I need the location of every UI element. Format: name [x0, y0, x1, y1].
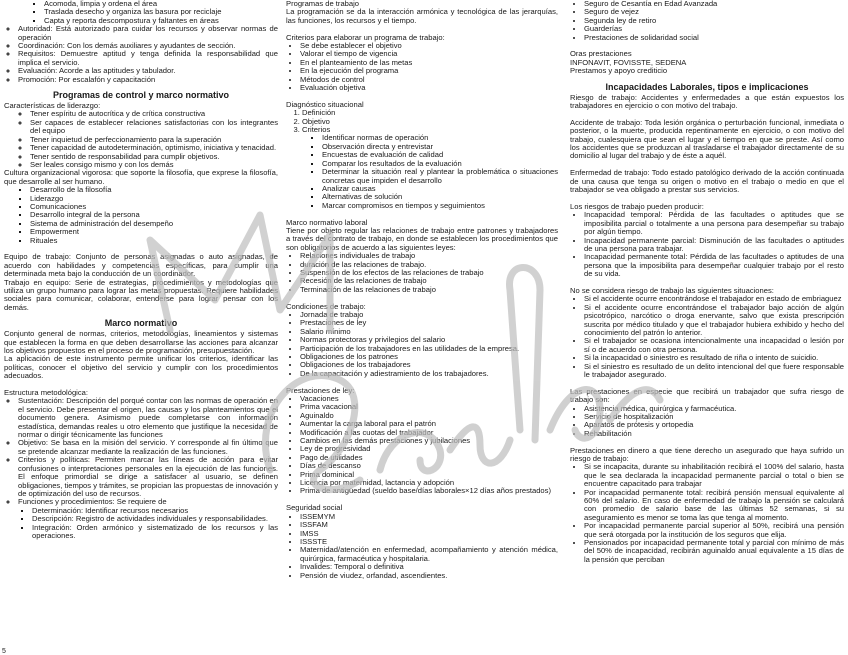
paragraph: Condiciones de trabajo:	[286, 301, 366, 311]
top-task-list	[4, 0, 278, 25]
list-item: • Recesión de las relaciones de trabajo	[300, 277, 558, 285]
list-item: • En el planteamiento de las metas	[300, 59, 558, 67]
list-item: • Obligaciones de los patrones	[300, 353, 558, 361]
list-item: ▪ Traslada desecho y organiza las basura por reciclaje	[44, 8, 278, 16]
list-item: • Si se incapacita, durante su inhabilitación recibirá el 100% del salario, hasta que le sea declarada la incapacidad permanente parcial o total o bien se encuentre capacitado para trabajar	[584, 463, 844, 488]
list-item: • Aparatos de prótesis y ortopedia	[584, 421, 844, 429]
list-item: • Aguinaldo	[300, 412, 558, 420]
list-item: • Métodos de control	[300, 76, 558, 84]
list-item: ◦ Criterios y políticas: Permiten marcar las líneas de acción para evitar confusiones o interpretaciones personales en la ejecución de las funciones. El enfoque primordial se dirige a satisfacer al usuario, se definen obligaciones, tiempos y trámites, se propician las propuestas de innovación y de optimización del uso de recursos.	[18, 456, 278, 498]
insurance-list	[570, 0, 844, 42]
list-item: • IMSS	[300, 530, 558, 538]
leadership-list	[4, 110, 278, 169]
list-item: • Incapacidad permanente total: Pérdida de las facultades o aptitudes de una persona que la imposibilita para desempeñar cualquier trabajo por el resto de su vida.	[584, 253, 844, 278]
list-item: ▪ Analizar causas	[322, 185, 558, 193]
list-item: • Incapacidad temporal: Pérdida de las facultades o aptitudes que se imposibilita parcial o totalmente a una persona para desempeñar su trabajo por algún tiempo.	[584, 211, 844, 236]
list-item: • Si la incapacidad o siniestro es resultado de riña o intento de suicidio.	[584, 354, 844, 362]
list-item: • Se debe establecer el objetivo	[300, 42, 558, 50]
list-item: • Terminación de las relaciones de trabajo	[300, 286, 558, 294]
page-number: 5	[2, 648, 6, 655]
list-item: • Días de descanso	[300, 462, 558, 470]
list-item: • Prima dominical	[300, 471, 558, 479]
list-item: ▪ Determinación: Identificar recursos necesarios	[32, 507, 278, 515]
paragraph: Diagnóstico situacional	[286, 99, 364, 109]
list-item: • Pensión de viudez, orfandad, ascendientes.	[300, 572, 558, 580]
paragraph: Cultura organizacional vigorosa: que soporte la filosofía, que exprese la filosofía, que desarrolle al ser humano.	[4, 168, 278, 186]
paragraph: Criterios para elaborar un programa de trabajo:	[286, 32, 445, 42]
paragraph: INFONAVIT, FOVISSTE, SEDENA	[570, 57, 687, 67]
list-item: ◦ Ser capaces de establecer relaciones satisfactorias con los integrantes del equipo	[30, 119, 278, 136]
paragraph: Accidente de trabajo: Toda lesión orgánica o perturbación funcional, inmediata o posterior, o la muerte, producida repentinamente en ejercicio, o con motivo del trabajo, cualesquiera que sean el lugar y el tiempo en que se preste. Así como los accidentes que se produzcan al trasladarse el trabajador directamente de su domicilio al lugar del trabajo y de éste a aquél.	[570, 117, 844, 161]
list-item: ▪ Descripción: Registro de actividades individuales y responsabilidades.	[32, 515, 278, 523]
list-item: • Prestaciones de solidaridad social	[584, 34, 844, 42]
list-item: • Por incapacidad permanente total: recibirá pensión mensual equivalente al 60% del salario. En caso de enfermedad de trabajo la pensión se calculará con promedio de salario base de las últimas 52 semanas, si su aseguramiento es menor se toma las que tenga al momento.	[584, 489, 844, 523]
list-item	[302, 126, 558, 210]
paragraph: Tiene por objeto regular las relaciones de trabajo entre patrones y trabajadores a través del contrato de trabajo, en donde se establecen los procedimientos que son obligatorios de acuerdo a las siguientes leyes:	[286, 225, 558, 252]
section-heading: Marco normativo	[104, 318, 178, 329]
list-item: • ISSSTE	[300, 538, 558, 546]
list-item: ◦ Sustentación: Descripción del porqué contar con las normas de operación en el servicio. Debe presentar el origen, las causas y los planteamientos que el documento genera. Asimismo puede completarse con información estadística, demandas reales u otro elemento que justifique la necesidad de normar o dirigir técnicamente las funciones	[18, 397, 278, 439]
paragraph: Prestaciones de ley:	[286, 385, 355, 395]
list-item: • Asistencia médica, quirúrgica y farmacéutica.	[584, 405, 844, 413]
incapacity-types-list	[570, 211, 844, 278]
list-item: • Relaciones individuales de trabajo	[300, 252, 558, 260]
list-item: • Prima de antigüedad (sueldo base/días laborales×12 días años prestados)	[300, 487, 558, 495]
paragraph: Riesgo de trabajo: Accidentes y enfermedades a que están expuestos los trabajadores en ejercicio o con motivo del trabajo.	[570, 92, 844, 111]
list-item: • Aumentar la carga laboral para el patrón	[300, 420, 558, 428]
criteria-list	[286, 42, 558, 92]
list-item: • Obligaciones de los trabajadores	[300, 361, 558, 369]
list-item: • Ley de progresividad	[300, 445, 558, 453]
list-item: ◦ Tener capacidad de autodeterminación, optimismo, iniciativa y tenacidad.	[30, 144, 278, 152]
list-item: ▪ Determinar la situación real y plantear la problemática o situaciones concretas que impiden el desarrollo	[322, 168, 558, 185]
list-item: ◦ Objetivo: Se basa en la misión del servicio. Y corresponde al fin último que se pretende alcanzar mediante la realización de las funciones.	[18, 439, 278, 456]
role-attributes-list	[4, 25, 278, 84]
list-item: ▪ Integración: Orden armónico y sistematizado de los recursos y las operaciones.	[32, 524, 278, 541]
paragraph: Programas de trabajo	[286, 0, 360, 8]
column-right	[570, 0, 844, 564]
paragraph: Conjunto general de normas, criterios, metodologías, lineamientos y sistemas que establecen la forma en que deben desarrollarse las acciones para alcanzar los objetivos propuestos en el proceso de programación, presupuestación.	[4, 329, 278, 356]
list-item-text: Criterios	[302, 125, 331, 135]
list-item: ▪ Acomoda, limpia y ordena el área	[44, 0, 278, 8]
list-item: • De la capacitación y adiestramiento de los trabajadores.	[300, 370, 558, 378]
list-item: ◦ Evaluación: Acorde a las aptitudes y tabulador.	[18, 67, 278, 75]
list-item: • Invalides: Temporal o definitiva	[300, 563, 558, 571]
cash-benefits-list	[570, 463, 844, 564]
list-item: ▪ Observación directa y entrevistar	[322, 143, 558, 151]
list-item: ◦ Autoridad: Está autorizado para cuidar los recursos y observar normas de operación	[18, 25, 278, 42]
list-item: ▪ Rituales	[30, 237, 278, 245]
list-item: • Si el siniestro es resultado de un delito intencional del que fuere responsable le trabajador asegurado.	[584, 363, 844, 380]
list-item: ▪ Encuestas de evaluación de calidad	[322, 151, 558, 159]
paragraph: Trabajo en equipo: Serie de estrategias, procedimientos y metodologías que utiliza un grupo humano para lograr las metas propuestas. Requiere habilidades sociales para comunicar, colaborar, entenderse para lograr pensar con los demás.	[4, 277, 278, 312]
list-item: • Jornada de trabajo	[300, 311, 558, 319]
list-item: • Cambios en las demás prestaciones y jubilaciones	[300, 437, 558, 445]
list-item: ▪ Identificar normas de operación	[322, 134, 558, 142]
list-item: • ISSEMYM	[300, 513, 558, 521]
culture-list	[4, 186, 278, 245]
list-item: ▪ Sistema de administración del desempeño	[30, 220, 278, 228]
list-item: ◦ Promoción: Por escalafón y capacitación	[18, 76, 278, 84]
list-item: ▪ Comunicaciones	[30, 203, 278, 211]
paragraph: Equipo de trabajo: Conjunto de personas asignadas o auto asignadas, de acuerdo con habilidades y competencias específicas, para cumplir una determinada meta bajo la conducción de un coordinador.	[4, 252, 278, 279]
paragraph: No se considera riesgo de trabajo las siguientes situaciones:	[570, 285, 774, 295]
list-item: • Prestaciones de ley	[300, 319, 558, 327]
list-item: • Seguro de vejez	[584, 8, 844, 16]
list-item: ◦ Tener inquietud de perfeccionamiento para la superación	[30, 136, 278, 144]
list-item: • Si el accidente ocurre encontrándose el trabajador bajo acción de algún psicotrópico, narcótico o droga enervante, salvo que exista prescripción suscrita por médico titulado y que el trabajador hubiera exhibido y hecho del conocimiento del patrón lo anterior.	[584, 304, 844, 338]
legal-benefits-list	[286, 395, 558, 496]
social-security-list	[286, 513, 558, 580]
paragraph: Estructura metodológica:	[4, 388, 88, 398]
list-item: • Si el trabajador se ocasiona intencionalmente una incapacidad o lesión por sí o de acuerdo con otra persona.	[584, 337, 844, 354]
list-item: • Rehabilitación	[584, 430, 844, 438]
list-item: • Maternidad/atención en enfermedad, acompañamiento y atención médica, quirúrgica, farmacéutica y hospitalaria.	[300, 546, 558, 563]
list-item: • Segunda ley de retiro	[584, 17, 844, 25]
list-item: • Servicio de hospitalización	[584, 413, 844, 421]
list-item: • Seguro de Cesantía en Edad Avanzada	[584, 0, 844, 8]
section-heading: Programas de control y marco normativo	[52, 90, 230, 101]
paragraph: Prestamos y apoyo crediticio	[570, 66, 668, 76]
list-item: • Prima vacacional	[300, 403, 558, 411]
list-item: • Suspensión de los efectos de las relaciones de trabajo	[300, 269, 558, 277]
list-item: • Pensionados por incapacidad permanente total y parcial con mínimo de más del 50% de incapacidad, recibirán aguinaldo anual equivalente a 15 días de la pensión que perciban	[584, 539, 844, 564]
list-item: • Si el accidente ocurre encontrándose el trabajador en estado de embriaguez	[584, 295, 844, 303]
list-item: • Incapacidad permanente parcial: Disminución de las facultades o aptitudes de una persona para trabajar.	[584, 237, 844, 254]
diagnosis-list	[286, 109, 558, 210]
list-item: 1. Definición	[302, 109, 558, 117]
paragraph: Los riesgos de trabajo pueden producir:	[570, 201, 704, 211]
list-item: 2. Objetivo	[302, 118, 558, 126]
in-kind-benefits-list	[570, 405, 844, 439]
list-item	[18, 498, 278, 540]
list-item: ◦ Ser leales consigo mismo y con los demás	[30, 161, 278, 169]
paragraph: La programación se da la interacción armónica y tecnológica de las jerarquías, las funciones, los recursos y el tiempo.	[286, 7, 558, 25]
list-item: • Normas protectoras y privilegios del salario	[300, 336, 558, 344]
list-item: ▪ Marcar compromisos en tiempos y seguimientos	[322, 202, 558, 210]
list-item-text: Funciones y procedimientos: Se requiere de	[18, 497, 167, 507]
list-item: ▪ Capta y reporta descompostura y faltantes en áreas	[44, 17, 278, 25]
list-item: ▪ Empowerment	[30, 228, 278, 236]
paragraph: Marco normativo laboral	[286, 217, 368, 227]
labor-relations-list	[286, 252, 558, 294]
paragraph: Enfermedad de trabajo: Todo estado patológico derivado de la acción continuada de una causa que tenga su origen o motivo en el trabajo o medio en que el trabajador se vea obligado a prestar sus servicios.	[570, 168, 844, 195]
list-item: • Pago de utilidades	[300, 454, 558, 462]
list-item: ◦ Coordinación: Con los demás auxiliares y ayudantes de sección.	[18, 42, 278, 50]
list-item: • Vacaciones	[300, 395, 558, 403]
non-risk-list	[570, 295, 844, 379]
paragraph: Oras prestaciones	[570, 49, 632, 59]
list-item: • Guarderías	[584, 25, 844, 33]
paragraph: Las prestaciones en especie que recibirá un trabajador que sufra riesgo de trabajo son:	[570, 386, 844, 405]
list-item: • ISSFAM	[300, 521, 558, 529]
list-item: ▪ Liderazgo	[30, 195, 278, 203]
paragraph: Seguridad social	[286, 503, 343, 513]
list-item: • Licencia por maternidad, lactancia y adopción	[300, 479, 558, 487]
list-item: ◦ Requisitos: Demuestre aptitud y tenga definida la responsabilidad que implica el servicio.	[18, 50, 278, 67]
work-conditions-list	[286, 311, 558, 378]
list-item: • Por incapacidad permanente parcial superior al 50%, recibirá una pensión que será otorgada por la institución de los seguros que elija.	[584, 522, 844, 539]
paragraph: Características de liderazgo:	[4, 101, 101, 111]
list-item: • Salario mínimo	[300, 328, 558, 336]
list-item: ◦ Tener sentido de responsabilidad para cumplir objetivos.	[30, 153, 278, 161]
column-middle	[286, 0, 558, 580]
list-item: ◦ Tener espíritu de autocrítica y de crítica constructiva	[30, 110, 278, 118]
list-item: ▪ Alternativas de solución	[322, 193, 558, 201]
list-item: • duración de las relaciones de trabajo.	[300, 261, 558, 269]
list-item: • En la ejecución del programa	[300, 67, 558, 75]
list-item: ▪ Desarrollo integral de la persona	[30, 211, 278, 219]
paragraph: Prestaciones en dinero a que tiene derecho un asegurado que haya sufrido un riesgo de trabajo:	[570, 445, 844, 464]
paragraph: La aplicación de este instrumento permite unificar los criterios, identificar las políticas, conocer el objetivo del servicio y cumplir con los procedimientos adecuados.	[4, 354, 278, 381]
functions-sublist	[18, 507, 278, 541]
list-item: • Valorar el tiempo de vigencia	[300, 50, 558, 58]
list-item: ▪ Comparar los resultados de la evaluación	[322, 160, 558, 168]
list-item: ▪ Desarrollo de la filosofía	[30, 186, 278, 194]
list-item: • Participación de los trabajadores en las utilidades de la empresa.	[300, 345, 558, 353]
list-item: • Evaluación objetiva	[300, 84, 558, 92]
list-item: • Modificación a las cuotas del trabajador	[300, 429, 558, 437]
diagnosis-sublist	[302, 134, 558, 210]
column-left	[4, 0, 278, 540]
methodology-list	[4, 397, 278, 540]
section-heading: Incapacidades Laborales, tipos e implicaciones	[605, 81, 809, 92]
